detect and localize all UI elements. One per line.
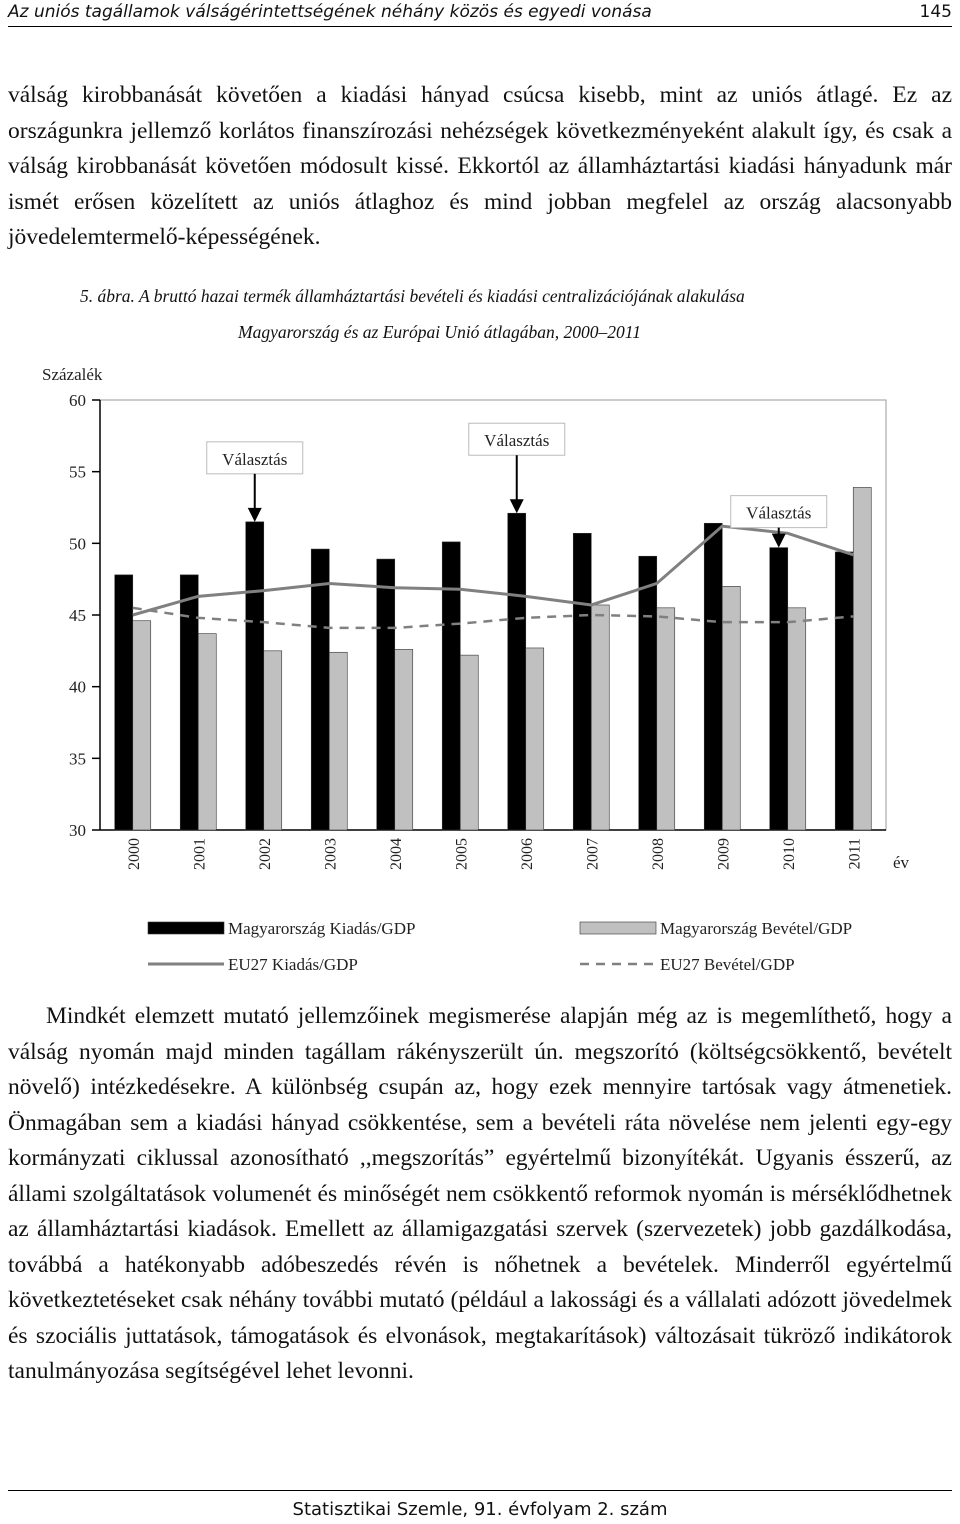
x-axis-label: év	[893, 853, 910, 872]
annotation-arrowhead	[510, 499, 524, 513]
annotation-label: Választás	[484, 431, 550, 451]
y-tick-label: 30	[69, 821, 86, 840]
bar	[246, 522, 264, 830]
x-tick-label: 2001	[191, 838, 209, 870]
y-axis-label: Százalék	[42, 365, 103, 384]
legend-label: EU27 Kiadás/GDP	[228, 955, 358, 974]
bar	[311, 549, 329, 830]
figure-number: 5. ábra.	[80, 286, 135, 306]
y-tick-label: 45	[69, 606, 86, 625]
bar	[115, 575, 133, 830]
annotation-label: Választás	[746, 503, 812, 523]
page-footer: Statisztikai Szemle, 91. évfolyam 2. szám	[8, 1490, 952, 1520]
x-tick-label: 2004	[387, 838, 405, 870]
y-tick-label: 50	[69, 534, 86, 554]
legend-label: Magyarország Bevétel/GDP	[660, 919, 853, 938]
x-tick-label: 2002	[256, 838, 274, 870]
running-header-title: Az uniós tagállamok válságérintettségének néhány közös és egyedi vonása	[8, 2, 652, 22]
x-tick-label: 2003	[322, 838, 340, 870]
legend-label: Magyarország Kiadás/GDP	[228, 919, 416, 938]
y-tick-label: 55	[69, 462, 86, 482]
y-tick-label: 40	[69, 677, 86, 697]
running-header	[8, 0, 952, 27]
x-tick-label: 2007	[584, 838, 602, 870]
figure-caption-line1: A bruttó hazai termék államháztartási bevételi és kiadási centralizációjának alakulása	[139, 286, 745, 306]
bar	[853, 487, 871, 830]
x-tick-label: 2009	[715, 838, 733, 870]
bar	[704, 523, 722, 830]
bar	[198, 634, 216, 830]
x-tick-label: 2000	[125, 838, 143, 870]
x-tick-label: 2006	[518, 838, 536, 870]
bar	[329, 652, 347, 830]
bar	[377, 559, 395, 830]
figure-caption-line2: Magyarország és az Európai Unió átlagában, 2000–2011	[238, 322, 641, 342]
bar	[526, 648, 544, 830]
chart	[0, 360, 960, 980]
legend-label: EU27 Bevétel/GDP	[660, 955, 795, 974]
series-line	[133, 526, 854, 615]
y-tick-label: 60	[69, 391, 86, 410]
bar	[133, 621, 151, 830]
x-tick-label: 2010	[780, 838, 798, 870]
series-line	[133, 608, 854, 628]
bar	[770, 548, 788, 830]
annotation-label: Választás	[222, 449, 288, 469]
bar	[442, 542, 460, 830]
bar	[591, 605, 609, 830]
bar	[460, 655, 478, 830]
annotation-arrowhead	[248, 508, 262, 522]
x-tick-label: 2011	[846, 838, 864, 870]
legend-swatch	[580, 922, 656, 934]
page-number: 145	[919, 2, 952, 22]
bar	[264, 651, 282, 830]
figure-caption	[80, 286, 960, 307]
paragraph-2: Mindkét elemzett mutató jellemzőinek megismerése alapján még az is megemlíthető, hogy a válság nyomán majd minden tagállam rákényszerült ún. megszorító (költségcsökkentő, bevételt növelő) intézkedésekre. A különbség csupán az, hogy ezek mennyire tartósak vagy átmenetiek. Önmagában sem a kiadási hányad csökkentése, sem a bevételi ráta növelése nem jelenti egy-egy kormányzati ciklussal azonosítható ,,megszorítás” egyértelmű bizonyítékát. Ugyanis ésszerű, az állami szolgáltatások volumenét és minőségét nem csökkentő reformok nyomán is mérséklődhetnek az államháztartási kiadások. Emellett az államigazgatási szervek (szervezetek) jobb gazdálkodása, továbbá a hatékonyabb adóbeszedés révén is nőhetnek a bevételek. Minderről egyértelmű következtetéseket csak néhány további mutató (például a lakossági és a vállalati adózott jövedelmek és szociális juttatások, támogatások és elvonások, megtakarítások) változásait tükröző indikátorok tanulmányozása segítségével lehet levonni.	[8, 1003, 952, 1384]
bar	[573, 533, 591, 830]
x-tick-label: 2005	[453, 838, 471, 870]
bar	[508, 513, 526, 830]
legend-swatch	[148, 922, 224, 934]
x-tick-label: 2008	[649, 838, 667, 870]
bar	[657, 608, 675, 830]
bar	[788, 608, 806, 830]
y-tick-label: 35	[69, 749, 86, 769]
paragraph-1: válság kirobbanását követően a kiadási hányad csúcsa kisebb, mint az uniós átlagé. Ez az országunkra jellemző korlátos finanszírozási nehézségek következményeként alakult így, és csak a válság kirobbanását követően módosult kissé. Ekkortól az államháztartási kiadási hányadunk már ismét erősen közelített az uniós átlaghoz és mind jobban megfelel az ország alacsonyabb jövedelemtermelő-képességének.	[8, 82, 952, 250]
bar	[180, 575, 198, 830]
bar	[639, 556, 657, 830]
bar	[395, 649, 413, 830]
annotation-arrowhead	[772, 534, 786, 548]
bar	[835, 552, 853, 830]
